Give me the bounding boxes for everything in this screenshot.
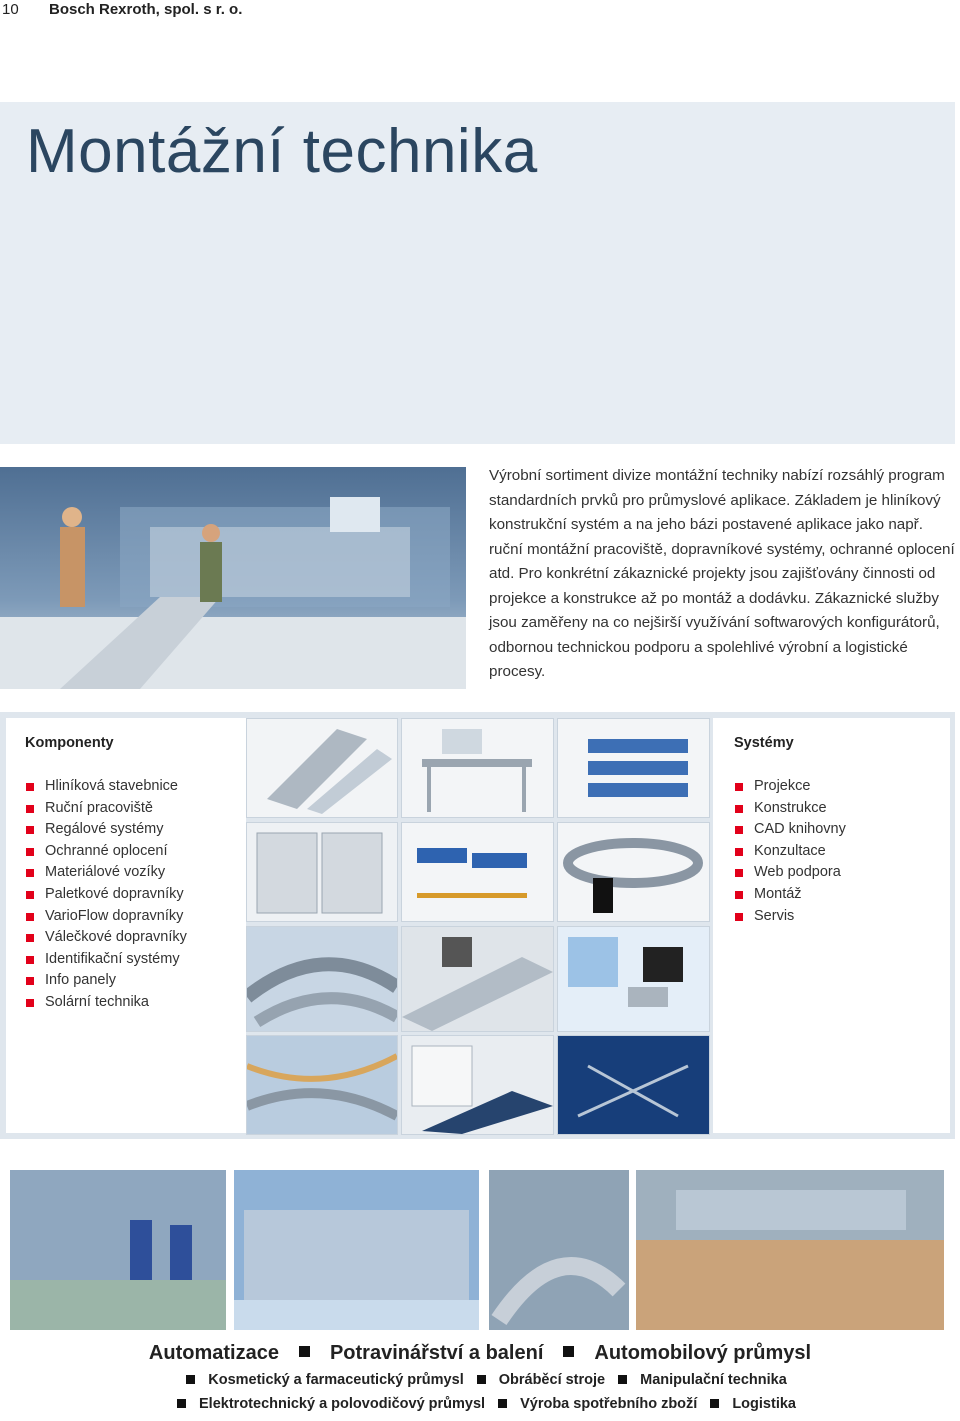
list-item: Montáž (734, 884, 846, 906)
automotive-photo (489, 1170, 629, 1330)
square-bullet-icon (186, 1375, 195, 1384)
pallet-conveyor-image (557, 822, 710, 922)
list-item: VarioFlow dopravníky (25, 906, 187, 928)
varioflow-conveyor-image (246, 926, 398, 1032)
company-name: Bosch Rexroth, spol. s r. o. (49, 1, 243, 18)
safety-fence-image (246, 822, 398, 922)
industry-food-packaging: Potravinářství a balení (329, 1342, 544, 1364)
industry-automation: Automatizace (148, 1342, 279, 1364)
square-bullet-icon (710, 1399, 719, 1408)
list-item: Ochranné oplocení (25, 841, 187, 863)
list-item: Konstrukce (734, 798, 846, 820)
industry-item: Obráběcí stroje (498, 1372, 606, 1388)
industry-item: Kosmetický a farmaceutický průmysl (208, 1372, 464, 1388)
industries-main (0, 1342, 960, 1365)
intro-paragraph: Výrobní sortiment divize montážní techniky nabízí rozsáhlý program standardních prvků pro průmyslové aplikace. Základem je hliníkový konstrukční systém a na jeho bázi postavené aplikace jako např. ruční montážní pracoviště, dopravníkové systémy, ochranné oplocení atd. Pro konkrétní zákaznické projekty jsou zajišťovány činnosti od projekce a konstrukce až po montáž a dodávku. Zákaznické služby jsou zaměřeny na co nejširší využívání softwarových konfigurátorů, odbornou technickou podporu a spolehlivé výrobní a logistické procesy. (489, 467, 955, 680)
components-list (25, 776, 187, 1014)
logistics-photo (636, 1170, 944, 1330)
square-bullet-icon (299, 1346, 310, 1357)
list-item: Info panely (25, 970, 187, 992)
list-item: Servis (734, 906, 846, 928)
list-item: Web podpora (734, 862, 846, 884)
rack-system-image (557, 718, 710, 818)
page-title: Montážní technika (26, 117, 538, 186)
square-bullet-icon (498, 1399, 507, 1408)
list-item: Identifikační systémy (25, 949, 187, 971)
industries-row-2 (0, 1372, 960, 1388)
identification-system-image (557, 926, 710, 1032)
industry-automotive: Automobilový průmysl (594, 1342, 812, 1364)
conveyor-network-image (246, 1035, 398, 1135)
components-heading: Komponenty (25, 735, 114, 751)
list-item: Válečkové dopravníky (25, 927, 187, 949)
workstation-image (401, 718, 554, 818)
square-bullet-icon (563, 1346, 574, 1357)
solar-technology-image (401, 1035, 554, 1135)
square-bullet-icon (177, 1399, 186, 1408)
roller-conveyor-image (401, 926, 554, 1032)
industry-item: Výroba spotřebního zboží (520, 1396, 698, 1412)
page-header (0, 0, 960, 24)
aluminium-profile-image (246, 718, 398, 818)
list-item: Solární technika (25, 992, 187, 1014)
systems-heading: Systémy (734, 735, 794, 751)
list-item: Regálové systémy (25, 819, 187, 841)
list-item: Projekce (734, 776, 846, 798)
systems-list (734, 776, 846, 927)
square-bullet-icon (477, 1375, 486, 1384)
list-item: Ruční pracoviště (25, 798, 187, 820)
industries-row-3 (0, 1396, 960, 1412)
cad-planning-image (557, 1035, 710, 1135)
industry-item: Elektrotechnický a polovodičový průmysl (199, 1396, 486, 1412)
industry-item: Manipulační technika (640, 1372, 787, 1388)
list-item: Hliníková stavebnice (25, 776, 187, 798)
assembly-line-photo (0, 467, 466, 689)
list-item: Konzultace (734, 841, 846, 863)
automation-photo (10, 1170, 226, 1330)
material-cart-image (401, 822, 554, 922)
page-number: 10 (2, 1, 19, 18)
list-item: Paletkové dopravníky (25, 884, 187, 906)
list-item: CAD knihovny (734, 819, 846, 841)
industry-item: Logistika (732, 1396, 796, 1412)
hero-banner (0, 102, 955, 444)
list-item: Materiálové vozíky (25, 862, 187, 884)
food-packaging-photo (234, 1170, 479, 1330)
square-bullet-icon (618, 1375, 627, 1384)
